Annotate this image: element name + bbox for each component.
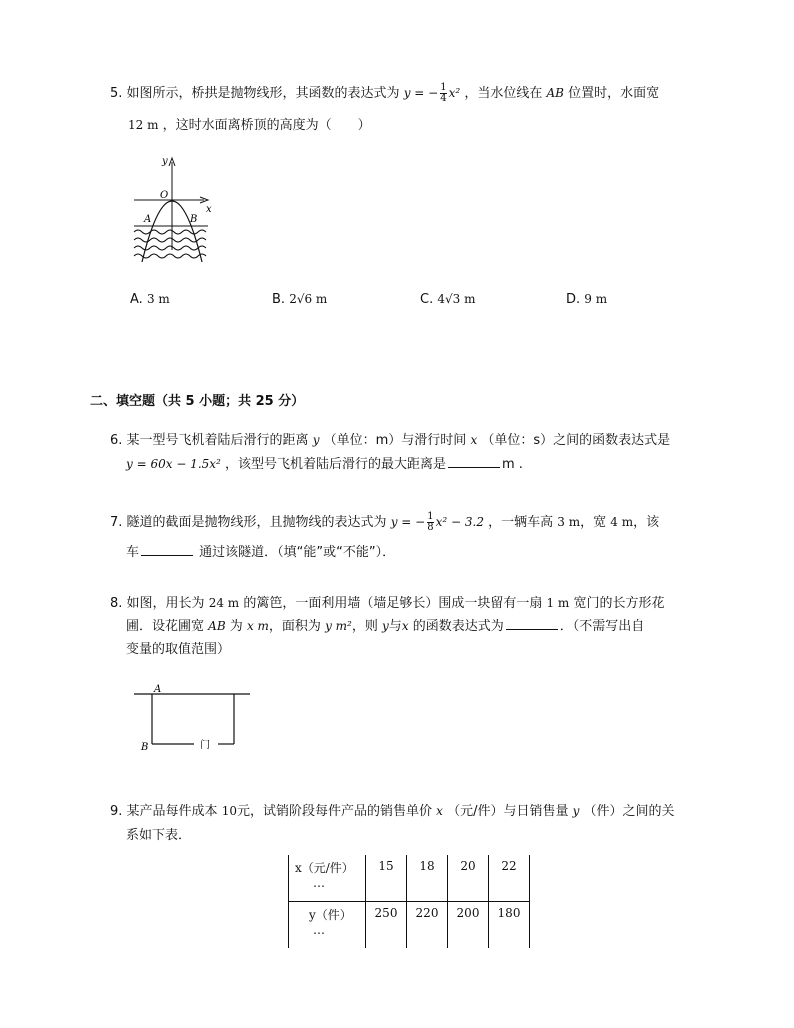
q5-text-d: ，这时水面离桥顶的高度为（ (162, 118, 332, 133)
q5-option-d[interactable]: D. 9 m (566, 292, 608, 307)
q5-width-value: 12 m (128, 118, 159, 132)
q5-fig-x-label: x (206, 204, 212, 215)
q5-text-b: ，当水位线在 (464, 86, 543, 101)
q5-number: 5. (110, 86, 123, 101)
table-cell: 15 (366, 855, 407, 902)
table-cell: 220 (407, 902, 448, 949)
table-cell: 200 (448, 902, 489, 949)
table-row-header: y（件） … (289, 902, 366, 949)
q6-line2: y = 60x − 1.5x² ，该型号飞机着陆后滑行的最大距离是 m . (126, 457, 523, 472)
table-row (289, 902, 530, 949)
q5-line1 (110, 82, 659, 104)
q5-option-c[interactable]: C. 4√3 m (420, 292, 476, 307)
q5-ab: AB (546, 86, 564, 100)
q5-formula-rhs: x² (448, 86, 461, 100)
q8-line2: 圃．设花圃宽 AB 为 x m，面积为 y m²，则 y与x 的函数表达式为 ．（不需写出自 (126, 619, 645, 634)
q5-text-c: 位置时，水面宽 (568, 86, 660, 101)
q6-answer-blank[interactable] (448, 455, 500, 468)
q6-formula: y = 60x − 1.5x² (126, 457, 221, 471)
table-cell: 250 (366, 902, 407, 949)
table-cell: 20 (448, 855, 489, 902)
q5-option-a[interactable]: A. 3 m (130, 292, 170, 307)
q7-answer-blank[interactable] (141, 543, 193, 556)
q5-fig-a-label: A (144, 214, 152, 225)
q8-line1: 8. 如图，用长为 24 m 的篱笆，一面利用墙（墙足够长）围成一块留有一扇 1 m 宽门的长方形花 (110, 596, 665, 611)
q9-line2: 系如下表． (126, 828, 192, 843)
q5-text-a: 如图所示，桥拱是抛物线形，其函数的表达式为 (126, 86, 400, 101)
q9-price-sales-table (288, 855, 530, 948)
section-heading: 二、填空题（共 5 小题；共 25 分） (90, 394, 305, 409)
q8-answer-blank[interactable] (506, 617, 558, 630)
q5-option-b[interactable]: B. 2√6 m (272, 292, 328, 307)
q8-fig-a-label: A (154, 684, 162, 695)
table-cell: 22 (489, 855, 530, 902)
q9-line1: 9. 某产品每件成本 10元，试销阶段每件产品的销售单价 x （元/件）与日销售量 y （件）之间的关 (110, 804, 675, 819)
q7-line1: 7. 隧道的截面是抛物线形，且抛物线的表达式为 y = − $\frac{1}{8}$ x² − 3.2 ，一辆车高 3 m，宽 4 m，该 (110, 511, 660, 533)
q5-bridge-figure (128, 150, 218, 265)
q8-garden-figure (130, 682, 260, 754)
q8-fig-b-label: B (141, 742, 149, 753)
q8-fig-door-label: 门 (200, 740, 210, 751)
q6-line1: 6. 某一型号飞机着陆后滑行的距离 y （单位：m）与滑行时间 x （单位：s）之间的函数表达式是 (110, 433, 671, 448)
q7-line2: 车 通过该隧道．（填“能”或“不能”）． (126, 545, 396, 560)
table-cell: 18 (407, 855, 448, 902)
q7-fraction: $\frac{1}{8}$ (427, 511, 434, 533)
q5-fraction: $\frac{1}{4}$ (440, 82, 447, 104)
q8-line3: 变量的取值范围） (126, 642, 231, 657)
q5-fig-y-label: y (162, 156, 168, 167)
q5-formula-lhs: y = − (403, 86, 439, 100)
table-row-header: x（元/件） … (289, 855, 366, 902)
table-cell: 180 (489, 902, 530, 949)
q5-line2: 12 m ，这时水面离桥顶的高度为（ ） (128, 118, 371, 133)
q5-fig-origin-label: O (160, 190, 169, 201)
table-row (289, 855, 530, 902)
q5-fig-b-label: B (190, 214, 198, 225)
